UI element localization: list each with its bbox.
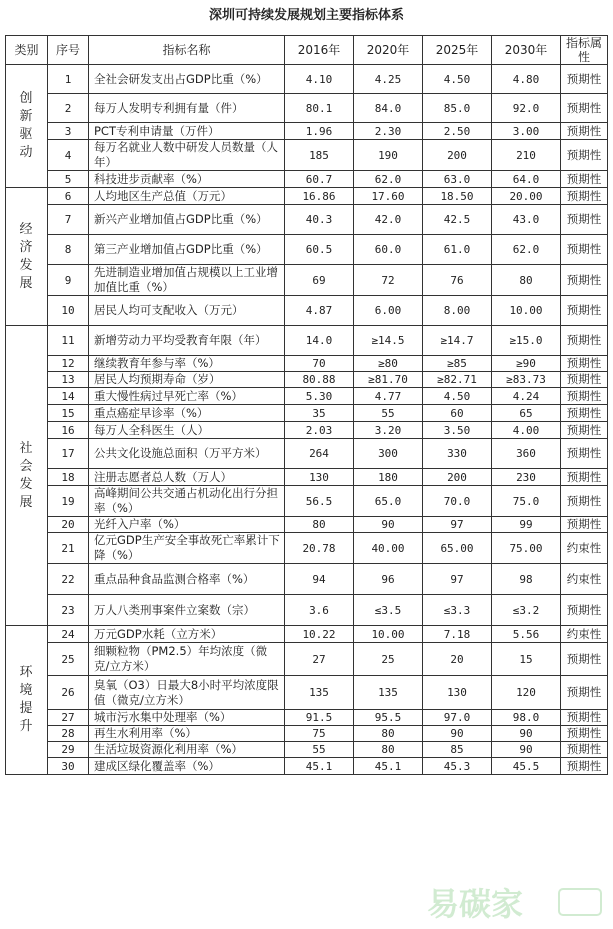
- value-2020: 25: [354, 643, 423, 676]
- row-number: 29: [48, 742, 89, 758]
- row-number: 17: [48, 439, 89, 469]
- indicator-name: 居民人均预期寿命（岁）: [89, 372, 285, 388]
- value-2016: 55: [285, 742, 354, 758]
- category-label: 经济发展: [19, 221, 34, 291]
- value-2030: 90: [492, 742, 561, 758]
- value-2020: 40.00: [354, 533, 423, 564]
- category-cell: [6, 188, 48, 326]
- indicator-attribute: 预期性: [561, 595, 608, 626]
- indicator-name: 万元GDP水耗（立方米）: [89, 626, 285, 643]
- table-row: [6, 486, 608, 517]
- value-2030: 45.5: [492, 758, 561, 775]
- header-row: [6, 36, 608, 65]
- value-2030: 5.56: [492, 626, 561, 643]
- value-2020: 80: [354, 742, 423, 758]
- header-2025: 2025年: [423, 36, 492, 65]
- indicator-attribute: 预期性: [561, 676, 608, 710]
- table-row: [6, 356, 608, 372]
- indicator-name: 新增劳动力平均受教育年限（年）: [89, 326, 285, 356]
- indicator-name: 新兴产业增加值占GDP比重（%）: [89, 205, 285, 235]
- table-row: [6, 564, 608, 595]
- table-row: [6, 643, 608, 676]
- value-2016: 80.1: [285, 94, 354, 123]
- header-attribute: 指标属性: [561, 36, 608, 65]
- row-number: 27: [48, 710, 89, 726]
- row-number: 4: [48, 140, 89, 171]
- table-row: [6, 388, 608, 405]
- row-number: 10: [48, 296, 89, 326]
- indicator-name: 人均地区生产总值（万元）: [89, 188, 285, 205]
- value-2016: 10.22: [285, 626, 354, 643]
- indicator-attribute: 约束性: [561, 626, 608, 643]
- indicator-name: 每万名就业人数中研发人员数量（人年）: [89, 140, 285, 171]
- value-2030: ≥90: [492, 356, 561, 372]
- value-2030: ≤3.2: [492, 595, 561, 626]
- value-2020: 60.0: [354, 235, 423, 265]
- indicator-name: 城市污水集中处理率（%）: [89, 710, 285, 726]
- table-row: [6, 742, 608, 758]
- indicator-attribute: 预期性: [561, 742, 608, 758]
- value-2025: 4.50: [423, 65, 492, 94]
- indicator-attribute: 预期性: [561, 326, 608, 356]
- value-2030: 43.0: [492, 205, 561, 235]
- value-2016: 1.96: [285, 123, 354, 140]
- value-2016: 40.3: [285, 205, 354, 235]
- table-row: [6, 758, 608, 775]
- category-label: 社会发展: [19, 440, 34, 510]
- row-number: 26: [48, 676, 89, 710]
- indicator-attribute: 预期性: [561, 726, 608, 742]
- value-2020: 190: [354, 140, 423, 171]
- row-number: 30: [48, 758, 89, 775]
- category-cell: [6, 626, 48, 775]
- indicator-attribute: 预期性: [561, 710, 608, 726]
- value-2020: 4.77: [354, 388, 423, 405]
- value-2030: ≥15.0: [492, 326, 561, 356]
- value-2020: 96: [354, 564, 423, 595]
- value-2030: ≥83.73: [492, 372, 561, 388]
- table-row: [6, 265, 608, 296]
- value-2025: 42.5: [423, 205, 492, 235]
- value-2016: 3.6: [285, 595, 354, 626]
- category-cell: [6, 65, 48, 188]
- header-2016: 2016年: [285, 36, 354, 65]
- table-row: [6, 422, 608, 439]
- value-2020: 80: [354, 726, 423, 742]
- row-number: 11: [48, 326, 89, 356]
- indicator-attribute: 预期性: [561, 65, 608, 94]
- value-2016: 20.78: [285, 533, 354, 564]
- value-2020: 300: [354, 439, 423, 469]
- value-2025: 85.0: [423, 94, 492, 123]
- table-row: [6, 326, 608, 356]
- value-2025: 97: [423, 517, 492, 533]
- indicator-attribute: 预期性: [561, 356, 608, 372]
- value-2016: 69: [285, 265, 354, 296]
- table-row: [6, 726, 608, 742]
- value-2016: 80.88: [285, 372, 354, 388]
- table-row: [6, 676, 608, 710]
- row-number: 2: [48, 94, 89, 123]
- value-2020: 2.30: [354, 123, 423, 140]
- value-2016: 80: [285, 517, 354, 533]
- row-number: 20: [48, 517, 89, 533]
- indicator-name: 臭氧（O3）日最大8小时平均浓度限值（微克/立方米）: [89, 676, 285, 710]
- table-row: [6, 439, 608, 469]
- value-2020: 62.0: [354, 171, 423, 188]
- value-2025: 3.50: [423, 422, 492, 439]
- value-2025: 45.3: [423, 758, 492, 775]
- row-number: 28: [48, 726, 89, 742]
- value-2020: 180: [354, 469, 423, 486]
- indicator-name: 亿元GDP生产安全事故死亡率累计下降（%）: [89, 533, 285, 564]
- value-2020: 17.60: [354, 188, 423, 205]
- value-2030: 20.00: [492, 188, 561, 205]
- value-2030: 92.0: [492, 94, 561, 123]
- indicator-attribute: 预期性: [561, 94, 608, 123]
- value-2025: 8.00: [423, 296, 492, 326]
- indicator-attribute: 预期性: [561, 758, 608, 775]
- row-number: 1: [48, 65, 89, 94]
- header-indicator-name: 指标名称: [89, 36, 285, 65]
- table-row: [6, 296, 608, 326]
- indicator-name: 先进制造业增加值占规模以上工业增加值比重（%）: [89, 265, 285, 296]
- value-2016: 60.5: [285, 235, 354, 265]
- indicator-table: [5, 35, 608, 775]
- value-2016: 185: [285, 140, 354, 171]
- indicator-attribute: 预期性: [561, 405, 608, 422]
- row-number: 18: [48, 469, 89, 486]
- value-2016: 14.0: [285, 326, 354, 356]
- value-2030: 99: [492, 517, 561, 533]
- indicator-name: 居民人均可支配收入（万元）: [89, 296, 285, 326]
- value-2025: ≥85: [423, 356, 492, 372]
- value-2025: ≥82.71: [423, 372, 492, 388]
- indicator-attribute: 约束性: [561, 564, 608, 595]
- indicator-attribute: 预期性: [561, 388, 608, 405]
- row-number: 15: [48, 405, 89, 422]
- indicator-attribute: 预期性: [561, 469, 608, 486]
- table-row: [6, 171, 608, 188]
- value-2016: 130: [285, 469, 354, 486]
- value-2025: 7.18: [423, 626, 492, 643]
- row-number: 21: [48, 533, 89, 564]
- table-row: [6, 123, 608, 140]
- indicator-attribute: 预期性: [561, 372, 608, 388]
- indicator-name: 每万人全科医生（人）: [89, 422, 285, 439]
- indicator-attribute: 预期性: [561, 422, 608, 439]
- indicator-name: 再生水利用率（%）: [89, 726, 285, 742]
- indicator-attribute: 约束性: [561, 533, 608, 564]
- value-2020: ≤3.5: [354, 595, 423, 626]
- value-2025: 200: [423, 140, 492, 171]
- value-2025: ≤3.3: [423, 595, 492, 626]
- value-2020: ≥14.5: [354, 326, 423, 356]
- value-2030: 90: [492, 726, 561, 742]
- value-2016: 264: [285, 439, 354, 469]
- value-2025: 76: [423, 265, 492, 296]
- category-cell: [6, 326, 48, 626]
- category-label: 环境提升: [19, 665, 34, 734]
- value-2016: 135: [285, 676, 354, 710]
- value-2020: 72: [354, 265, 423, 296]
- table-row: [6, 595, 608, 626]
- row-number: 22: [48, 564, 89, 595]
- indicator-name: 建成区绿化覆盖率（%）: [89, 758, 285, 775]
- value-2020: 6.00: [354, 296, 423, 326]
- row-number: 24: [48, 626, 89, 643]
- indicator-name: 继续教育年参与率（%）: [89, 356, 285, 372]
- row-number: 23: [48, 595, 89, 626]
- indicator-name: 光纤入户率（%）: [89, 517, 285, 533]
- table-row: [6, 626, 608, 643]
- row-number: 25: [48, 643, 89, 676]
- table-row: [6, 235, 608, 265]
- row-number: 9: [48, 265, 89, 296]
- value-2020: 90: [354, 517, 423, 533]
- watermark-text: 易碳家: [427, 885, 524, 923]
- header-category: 类别: [6, 36, 48, 65]
- value-2025: 2.50: [423, 123, 492, 140]
- value-2020: ≥80: [354, 356, 423, 372]
- table-row: [6, 533, 608, 564]
- value-2030: 10.00: [492, 296, 561, 326]
- value-2016: 16.86: [285, 188, 354, 205]
- value-2030: 65: [492, 405, 561, 422]
- value-2030: 15: [492, 643, 561, 676]
- value-2030: 98: [492, 564, 561, 595]
- value-2025: ≥14.7: [423, 326, 492, 356]
- row-number: 5: [48, 171, 89, 188]
- table-row: [6, 94, 608, 123]
- value-2016: 4.10: [285, 65, 354, 94]
- indicator-attribute: 预期性: [561, 486, 608, 517]
- header-2020: 2020年: [354, 36, 423, 65]
- indicator-attribute: 预期性: [561, 643, 608, 676]
- value-2016: 4.87: [285, 296, 354, 326]
- indicator-name: 重点癌症早诊率（%）: [89, 405, 285, 422]
- value-2030: 3.00: [492, 123, 561, 140]
- value-2016: 45.1: [285, 758, 354, 775]
- category-label: 创新驱动: [19, 91, 34, 160]
- value-2025: 200: [423, 469, 492, 486]
- value-2020: 3.20: [354, 422, 423, 439]
- value-2030: 64.0: [492, 171, 561, 188]
- indicator-name: PCT专利申请量（万件）: [89, 123, 285, 140]
- value-2030: 4.00: [492, 422, 561, 439]
- table-row: [6, 469, 608, 486]
- value-2025: 130: [423, 676, 492, 710]
- row-number: 3: [48, 123, 89, 140]
- indicator-attribute: 预期性: [561, 123, 608, 140]
- value-2016: 5.30: [285, 388, 354, 405]
- value-2030: 120: [492, 676, 561, 710]
- table-row: [6, 188, 608, 205]
- value-2016: 91.5: [285, 710, 354, 726]
- value-2016: 35: [285, 405, 354, 422]
- value-2030: 75.00: [492, 533, 561, 564]
- indicator-name: 注册志愿者总人数（万人）: [89, 469, 285, 486]
- value-2030: 230: [492, 469, 561, 486]
- indicator-name: 万人八类刑事案件立案数（宗）: [89, 595, 285, 626]
- row-number: 14: [48, 388, 89, 405]
- value-2020: 55: [354, 405, 423, 422]
- value-2020: 135: [354, 676, 423, 710]
- header-2030: 2030年: [492, 36, 561, 65]
- value-2020: 4.25: [354, 65, 423, 94]
- value-2025: 63.0: [423, 171, 492, 188]
- indicator-name: 全社会研发支出占GDP比重（%）: [89, 65, 285, 94]
- value-2030: 80: [492, 265, 561, 296]
- value-2025: 97.0: [423, 710, 492, 726]
- indicator-attribute: 预期性: [561, 296, 608, 326]
- value-2020: 45.1: [354, 758, 423, 775]
- row-number: 12: [48, 356, 89, 372]
- indicator-name: 重大慢性病过早死亡率（%）: [89, 388, 285, 405]
- table-row: [6, 405, 608, 422]
- indicator-name: 生活垃圾资源化利用率（%）: [89, 742, 285, 758]
- value-2030: 98.0: [492, 710, 561, 726]
- indicator-name: 细颗粒物（PM2.5）年均浓度（微克/立方米）: [89, 643, 285, 676]
- value-2016: 56.5: [285, 486, 354, 517]
- indicator-attribute: 预期性: [561, 265, 608, 296]
- indicator-name: 公共文化设施总面积（万平方米）: [89, 439, 285, 469]
- value-2025: 85: [423, 742, 492, 758]
- indicator-name: 第三产业增加值占GDP比重（%）: [89, 235, 285, 265]
- table-row: [6, 140, 608, 171]
- row-number: 7: [48, 205, 89, 235]
- indicator-attribute: 预期性: [561, 235, 608, 265]
- value-2025: 70.0: [423, 486, 492, 517]
- value-2020: 95.5: [354, 710, 423, 726]
- indicator-attribute: 预期性: [561, 517, 608, 533]
- watermark-logo: [419, 881, 609, 923]
- value-2020: 10.00: [354, 626, 423, 643]
- value-2030: 62.0: [492, 235, 561, 265]
- row-number: 8: [48, 235, 89, 265]
- value-2025: 330: [423, 439, 492, 469]
- value-2025: 97: [423, 564, 492, 595]
- value-2016: 70: [285, 356, 354, 372]
- value-2025: 90: [423, 726, 492, 742]
- value-2020: 42.0: [354, 205, 423, 235]
- table-row: [6, 372, 608, 388]
- table-row: [6, 517, 608, 533]
- page-title: 深圳可持续发展规划主要指标体系: [208, 8, 404, 23]
- indicator-name: 重点品种食品监测合格率（%）: [89, 564, 285, 595]
- indicator-name: 高峰期间公共交通占机动化出行分担率（%）: [89, 486, 285, 517]
- value-2016: 27: [285, 643, 354, 676]
- value-2025: 20: [423, 643, 492, 676]
- table-row: [6, 710, 608, 726]
- value-2016: 60.7: [285, 171, 354, 188]
- row-number: 13: [48, 372, 89, 388]
- indicator-attribute: 预期性: [561, 171, 608, 188]
- indicator-attribute: 预期性: [561, 188, 608, 205]
- value-2030: 4.80: [492, 65, 561, 94]
- value-2016: 94: [285, 564, 354, 595]
- value-2025: 4.50: [423, 388, 492, 405]
- header-number: 序号: [48, 36, 89, 65]
- indicator-name: 科技进步贡献率（%）: [89, 171, 285, 188]
- value-2020: 65.0: [354, 486, 423, 517]
- value-2020: 84.0: [354, 94, 423, 123]
- value-2025: 65.00: [423, 533, 492, 564]
- value-2030: 360: [492, 439, 561, 469]
- indicator-attribute: 预期性: [561, 439, 608, 469]
- value-2030: 75.0: [492, 486, 561, 517]
- value-2025: 61.0: [423, 235, 492, 265]
- table-row: [6, 205, 608, 235]
- value-2030: 4.24: [492, 388, 561, 405]
- row-number: 6: [48, 188, 89, 205]
- value-2025: 18.50: [423, 188, 492, 205]
- indicator-attribute: 预期性: [561, 205, 608, 235]
- indicator-attribute: 预期性: [561, 140, 608, 171]
- indicator-name: 每万人发明专利拥有量（件）: [89, 94, 285, 123]
- value-2020: ≥81.70: [354, 372, 423, 388]
- value-2025: 60: [423, 405, 492, 422]
- value-2030: 210: [492, 140, 561, 171]
- row-number: 19: [48, 486, 89, 517]
- row-number: 16: [48, 422, 89, 439]
- value-2016: 2.03: [285, 422, 354, 439]
- value-2016: 75: [285, 726, 354, 742]
- table-row: [6, 65, 608, 94]
